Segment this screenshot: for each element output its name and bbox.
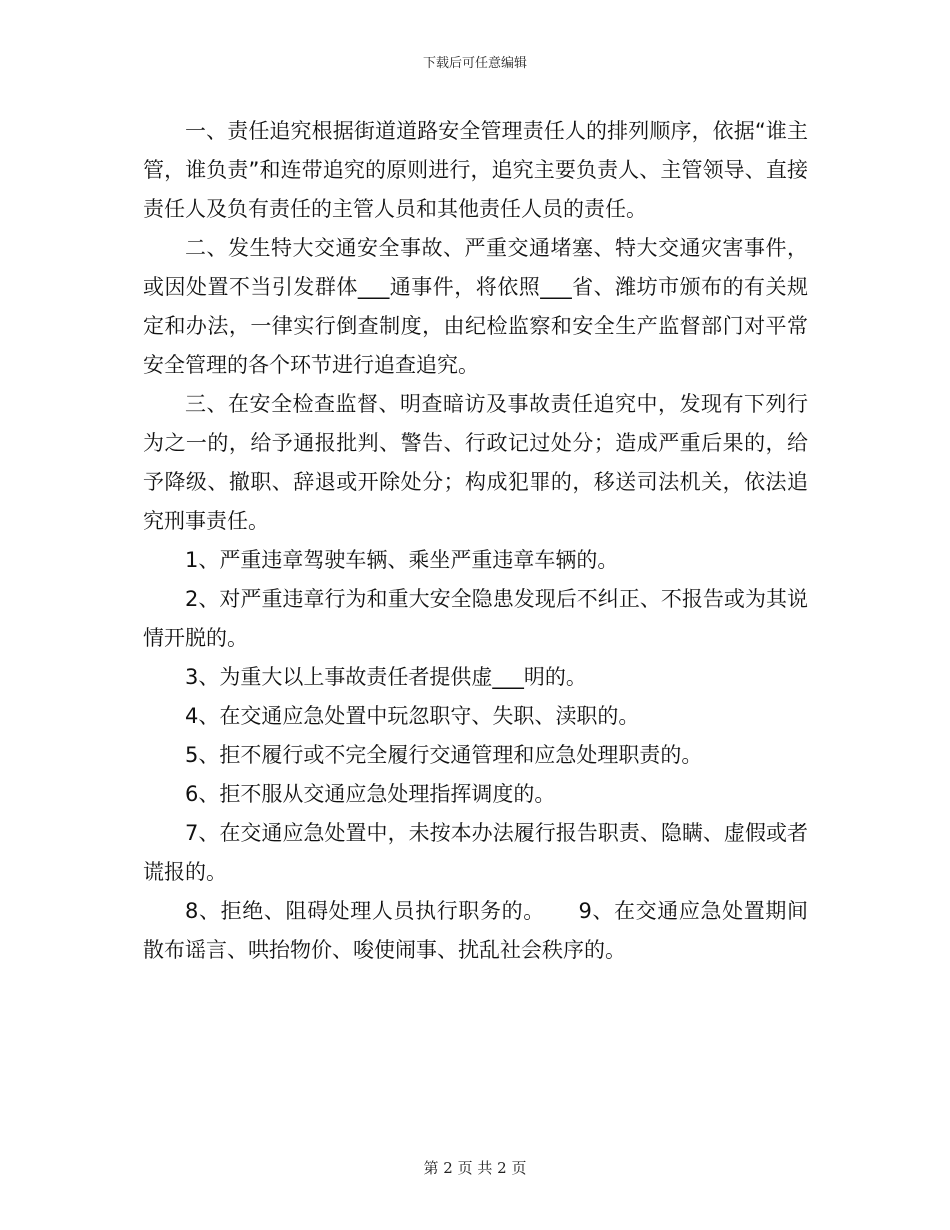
list-item-8-9 xyxy=(143,892,808,970)
list-item-2: 2、对严重违章行为和重大安全隐患发现后不纠正、不报告或为其说情开脱的。 xyxy=(143,587,808,650)
list-item-4: 4、在交通应急处置中玩忽职守、失职、渎职的。 xyxy=(185,704,640,728)
list-item-5: 5、拒不履行或不完全履行交通管理和应急处理职责的。 xyxy=(185,743,703,767)
list-item-6: 6、拒不服从交通应急处理指挥调度的。 xyxy=(185,782,556,806)
list-item-1: 1、严重违章驾驶车辆、乘坐严重违章车辆的。 xyxy=(185,548,619,572)
document-body xyxy=(143,112,808,970)
paragraph-penalties: 三、在安全检查监督、明查暗访及事故责任追究中，发现有下列行为之一的，给予通报批判、警告、行政记过处分；造成严重后果的，给予降级、撤职、辞退或开除处分；构成犯罪的，移送司法机关，依法追究刑事责任。 xyxy=(143,392,808,533)
list-item-8: 8、拒绝、阻碍处理人员执行职务的。 xyxy=(185,899,545,923)
list-item-3: 3、为重大以上事故责任者提供虚___明的。 xyxy=(185,665,587,689)
paragraph-major-accident-investigation: 二、发生特大交通安全事故、严重交通堵塞、特大交通灾害事件，或因处置不当引发群体___通事件，将依照___省、潍坊市颁布的有关规定和办法，一律实行倒查制度，由纪检监察和安全生产监督部门对平常安全管理的各个环节进行追查追究。 xyxy=(143,236,808,377)
list-item-7: 7、在交通应急处置中，未按本办法履行报告职责、隐瞒、虚假或者谎报的。 xyxy=(143,821,808,884)
page-header-note: 下载后可任意编辑 xyxy=(422,56,527,71)
paragraph-responsibility-principle: 一、责任追究根据街道道路安全管理责任人的排列顺序，依据“谁主管，谁负责”和连带追究的原则进行，追究主要负责人、主管领导、直接责任人及负有责任的主管人员和其他责任人员的责任。 xyxy=(143,119,808,221)
page-number: 第 2 页 共 2 页 xyxy=(423,1159,527,1177)
list-item-9: 9、在交通应急处置期间散布谣言、哄抬物价、唆使闹事、扰乱社会秩序的。 xyxy=(143,899,808,962)
